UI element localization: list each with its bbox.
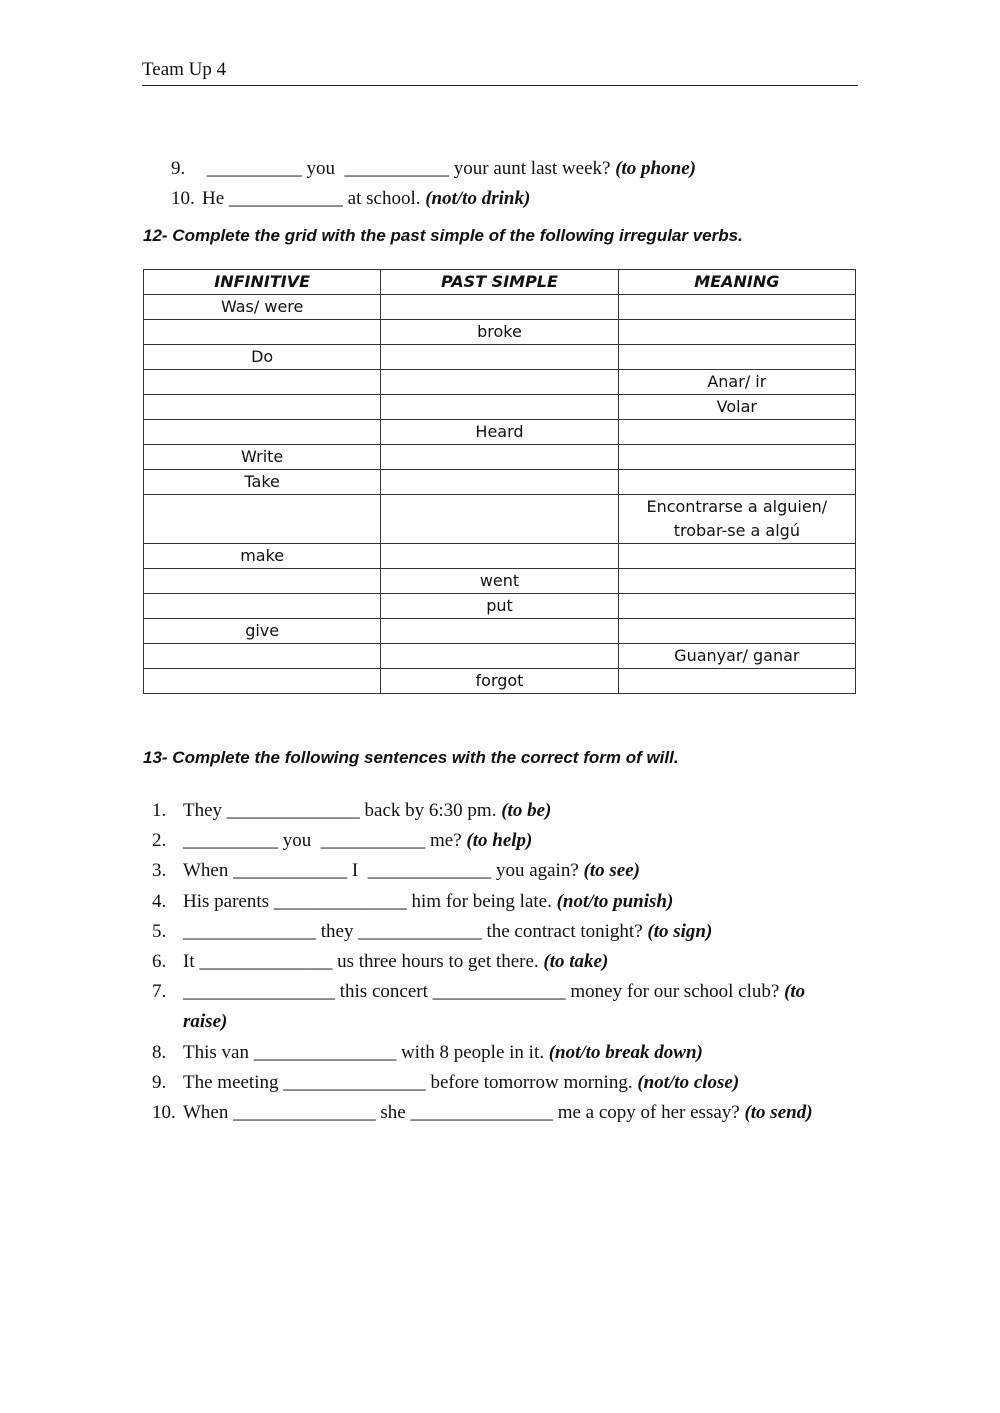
item-hint: (to see) [583,860,640,882]
meaning-cell: Guanyar/ ganar [618,644,855,669]
infinitive-cell [144,370,381,395]
item-text: They ______________ back by 6:30 pm. [183,800,502,821]
column-header-past-simple: PAST SIMPLE [381,270,618,295]
item-text: ________________ this concert ______________ money for our school club? [183,981,785,1003]
meaning-cell [618,445,855,470]
item-hint: (not/to close) [637,1071,740,1093]
exercise-line [152,947,872,977]
exercise-line [152,796,872,826]
past-simple-cell [381,644,618,669]
meaning-cell [618,569,855,594]
grid-row [144,445,856,470]
infinitive-cell [144,594,381,619]
item-text: This van _______________ with 8 people in it. [183,1041,549,1063]
past-simple-cell [381,619,618,644]
item-hint: (to send) [744,1101,813,1123]
item-number: 5. [152,920,167,942]
irregular-verbs-grid [143,269,856,694]
past-simple-cell [381,495,618,544]
past-simple-cell [381,345,618,370]
infinitive-cell [144,495,381,544]
exercise-line [152,1038,872,1068]
infinitive-cell: Take [144,470,381,495]
infinitive-cell: give [144,619,381,644]
exercise-13-list [152,796,872,1128]
item-hint: (not/to punish) [556,890,674,912]
item-number: 7. [152,981,167,1003]
item-number: 4. [152,890,167,912]
meaning-cell [618,345,855,370]
grid-row [144,470,856,495]
past-simple-cell [381,370,618,395]
grid-row [144,544,856,569]
column-header-infinitive: INFINITIVE [144,270,381,295]
past-simple-cell: Heard [381,420,618,445]
column-header-meaning: MEANING [618,270,855,295]
infinitive-cell [144,569,381,594]
exercise-line [152,1068,872,1098]
meaning-cell [618,544,855,569]
item-text: The meeting _______________ before tomorrow morning. [183,1071,638,1093]
exercise-11-tail [152,124,872,209]
item-hint: (to [784,981,806,1003]
past-simple-cell: broke [381,320,618,345]
item-hint: raise) [183,1011,228,1033]
item-text: His parents ______________ him for being late. [183,890,557,912]
section-12-title: 12- Complete the grid with the past simple of the following irregular verbs. [143,226,743,245]
grid-row [144,495,856,544]
exercise-line [152,887,872,917]
item-hint: (to take) [543,950,609,972]
item-hint: (to be) [501,800,552,821]
section-13-title: 13- Complete the following sentences with the correct form of will. [143,748,679,767]
grid-row [144,345,856,370]
item-number: 3. [152,860,167,882]
meaning-cell [618,295,855,320]
infinitive-cell [144,669,381,694]
meaning-cell: Encontrarse a alguien/ trobar-se a algú [618,495,855,544]
infinitive-cell: Do [144,345,381,370]
infinitive-cell [144,395,381,420]
meaning-cell [618,470,855,495]
item-number: 10. [171,188,195,209]
item-hint: (to phone) [615,158,696,179]
meaning-cell [618,420,855,445]
infinitive-cell: Write [144,445,381,470]
meaning-cell [618,619,855,644]
meaning-cell: Volar [618,395,855,420]
item-text: __________ you ___________ your aunt last week? [202,158,616,179]
item-number: 1. [152,800,167,821]
exercise-line [152,826,872,856]
past-simple-cell [381,470,618,495]
meaning-cell [618,320,855,345]
past-simple-cell [381,395,618,420]
item-text: ______________ they _____________ the contract tonight? [183,920,648,942]
past-simple-cell: forgot [381,669,618,694]
item-hint: (not/to drink) [425,188,531,209]
past-simple-cell [381,295,618,320]
item-number: 6. [152,950,167,972]
grid-row [144,295,856,320]
grid-row [144,644,856,669]
meaning-cell: Anar/ ir [618,370,855,395]
grid-row [144,669,856,694]
grid-row [144,395,856,420]
item-number: 9. [152,1071,167,1093]
past-simple-cell [381,445,618,470]
grid-row [144,370,856,395]
item-number: 9. [171,158,186,179]
item-text: When _______________ she _______________ me a copy of her essay? [183,1101,745,1123]
header-title: Team Up 4 [142,59,227,80]
item-hint: (to sign) [647,920,713,942]
grid-header-row [144,270,856,295]
grid-row [144,420,856,445]
exercise-line [152,977,872,1007]
item-text: When ____________ I _____________ you again? [183,860,584,882]
item-number: 8. [152,1041,167,1063]
infinitive-cell: Was/ were [144,295,381,320]
exercise-line [152,856,872,886]
infinitive-cell [144,320,381,345]
infinitive-cell [144,420,381,445]
grid-body [144,295,856,694]
item-text: He ____________ at school. [202,188,426,209]
meaning-cell [618,594,855,619]
past-simple-cell: went [381,569,618,594]
item-text: It ______________ us three hours to get there. [183,950,544,972]
page-header [142,58,858,86]
item-number: 2. [152,830,167,852]
grid-row [144,569,856,594]
exercise-line [152,124,872,179]
infinitive-cell: make [144,544,381,569]
exercise-line [152,1098,872,1128]
infinitive-cell [144,644,381,669]
item-text: __________ you ___________ me? [183,830,467,852]
item-hint: (to help) [466,830,533,852]
meaning-cell [618,669,855,694]
item-number: 10. [152,1101,176,1123]
exercise-line [152,917,872,947]
grid-row [144,320,856,345]
item-hint: (not/to break down) [548,1041,703,1063]
exercise-line-continuation [152,1007,872,1037]
grid-row [144,594,856,619]
past-simple-cell: put [381,594,618,619]
grid-row [144,619,856,644]
past-simple-cell [381,544,618,569]
